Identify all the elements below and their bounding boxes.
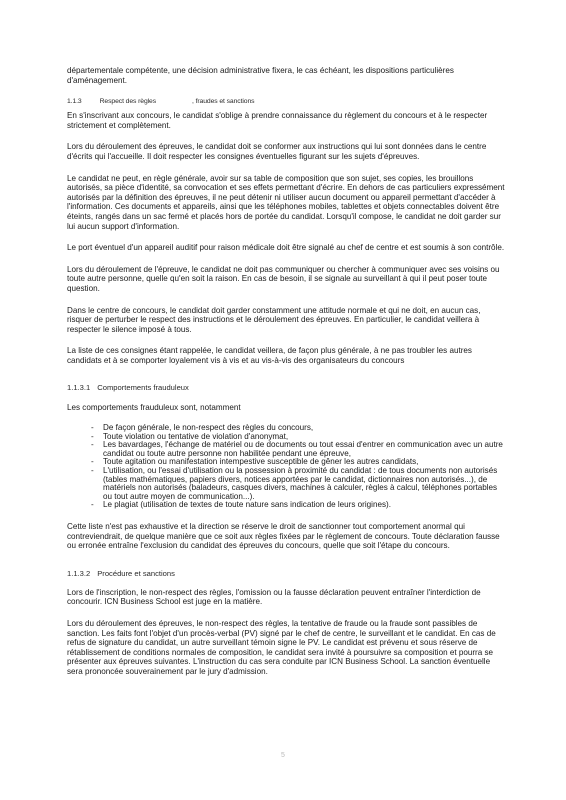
list-item: - Toute violation ou tentative de violation d'anonymat, — [103, 433, 507, 442]
section-heading-1-1-3-2 — [67, 569, 507, 578]
section-number: 1.1.3.2 — [67, 568, 91, 578]
fraud-list — [67, 424, 507, 510]
section-number: 1.1.3.1 — [67, 383, 91, 393]
paragraph: Le port éventuel d'un appareil auditif pour raison médicale doit être signalé au chef de centre et est soumis à son contrôle. — [67, 243, 505, 253]
section-title: Procédure et sanctions — [97, 568, 175, 578]
list-item: - Toute agitation ou manifestation intempestive susceptible de gêner les autres candidats, — [103, 458, 507, 467]
section-heading-1-1-3 — [67, 97, 507, 106]
paragraph: Lors du déroulement de l'épreuve, le candidat ne doit pas communiquer ou chercher à communiquer avec ses voisins ou toute autre personne, quelle qu'en soit la raison. En cas de besoin, il se signale au surveillant à qui il peut poser toute question. — [67, 264, 500, 293]
paragraph: Lors du déroulement des épreuves, le non-respect des règles, la tentative de fraude ou la fraude sont passibles de sanction. Les faits font l'objet d'un procès-verbal (PV) signé par le chef de centre, le surveillant et le candidat. En cas de refus de signature du candidat, un autre surveillant témoin signe le PV. Le candidat est prévenu et sous réserve de rétablissement de conditions normales de composition, le candidat sera invité à poursuivre sa composition et pourra se présenter aux épreuves suivantes. L'instruction du cas sera conduite par ICN Business School. La sanction éventuelle sera prononcée souverainement par le jury d'admission. — [67, 618, 496, 676]
list-item: - Les bavardages, l'échange de matériel ou de documents ou tout essai d'entrer en communication avec un autre candidat ou toute autre personne non habilitée pendant une épreuve, — [103, 441, 507, 458]
list-item: - L'utilisation, ou l'essai d'utilisation ou la possession à proximité du candidat : de tous documents non autorisés (tables mathématiques, papiers divers, notices apportées par le candidat, dictionnaires non autorisés...), de matériels non autorisés (baladeurs, casques divers, machines à calculer, règles à calcul, téléphones portables ou tout autre moyen de communication...). — [103, 467, 507, 501]
fraud-intro: Les comportements frauduleux sont, notamment — [67, 403, 241, 413]
section-title: Comportements frauduleux — [97, 383, 189, 393]
list-item: - Le plagiat (utilisation de textes de toute nature sans indication de leurs origines). — [103, 501, 507, 510]
section-heading-1-1-3-1 — [67, 383, 507, 392]
paragraph: Le candidat ne peut, en règle générale, avoir sur sa table de composition que son sujet, ses copies, les brouillons autorisés, sa pièce d'identité, sa convocation et ses effets permettant d'écrire. En dehors de cas particuliers expressément autorisés par la définition des épreuves, il ne peut détenir ni utiliser aucun document ou appareil permettant d'accéder à l'information. Ces documents et appareils, ainsi que les téléphones mobiles, tablettes et objets connectables doivent être éteints, rangés dans un sac fermé et placés hors de portée du candidat. Lorsqu'il compose, le candidat ne doit garder sur lui aucun support d'information. — [67, 173, 505, 231]
section-number: 1.1.3 — [67, 98, 82, 106]
intro-paragraph: départementale compétente, une décision administrative fixera, le cas échéant, les dispositions particulières d'aménagement. — [67, 66, 454, 85]
paragraph: En s'inscrivant aux concours, le candidat s'oblige à prendre connaissance du règlement du concours et à le respecter strictement et complètement. — [67, 111, 488, 130]
section-title-part-a: Respect des règles — [99, 98, 157, 106]
page-number: 5 — [281, 752, 285, 759]
section-title-part-b: , fraudes et sanctions — [192, 98, 255, 106]
paragraph: Lors du déroulement des épreuves, le candidat doit se conformer aux instructions qui lui sont données dans le centre d'écrits qui l'accueille. Il doit respecter les consignes éventuelles figurant sur les sujets d'épreuves. — [67, 142, 487, 161]
fraud-outro: Cette liste n'est pas exhaustive et la direction se réserve le droit de sanctionner tout comportement anormal qui contreviendrait, de quelque manière que ce soit aux règles fixées par le règlement de concours. Toute déclaration fausse ou erronée entraîne l'exclusion du candidat des épreuves du concours, quelle que soit l'étape du concours. — [67, 522, 500, 551]
list-item: - De façon générale, le non-respect des règles du concours, — [103, 424, 507, 433]
paragraph: Lors de l'inscription, le non-respect des règles, l'omission ou la fausse déclaration peuvent entraîner l'interdiction de concourir. ICN Business School est juge en la matière. — [67, 587, 481, 607]
document-page — [67, 66, 507, 677]
paragraph: Dans le centre de concours, le candidat doit garder constamment une attitude normale et qui ne doit, en aucun cas, risquer de perturber le respect des instructions et le déroulement des épreuves. En particulier, le candidat veillera à respecter le silence imposé à tous. — [67, 305, 481, 334]
paragraph: La liste de ces consignes étant rappelée, le candidat veillera, de façon plus générale, à ne pas troubler les autres candidats et à se comporter loyalement vis à vis et au vis-à-vis des organisateurs du concours — [67, 346, 472, 365]
